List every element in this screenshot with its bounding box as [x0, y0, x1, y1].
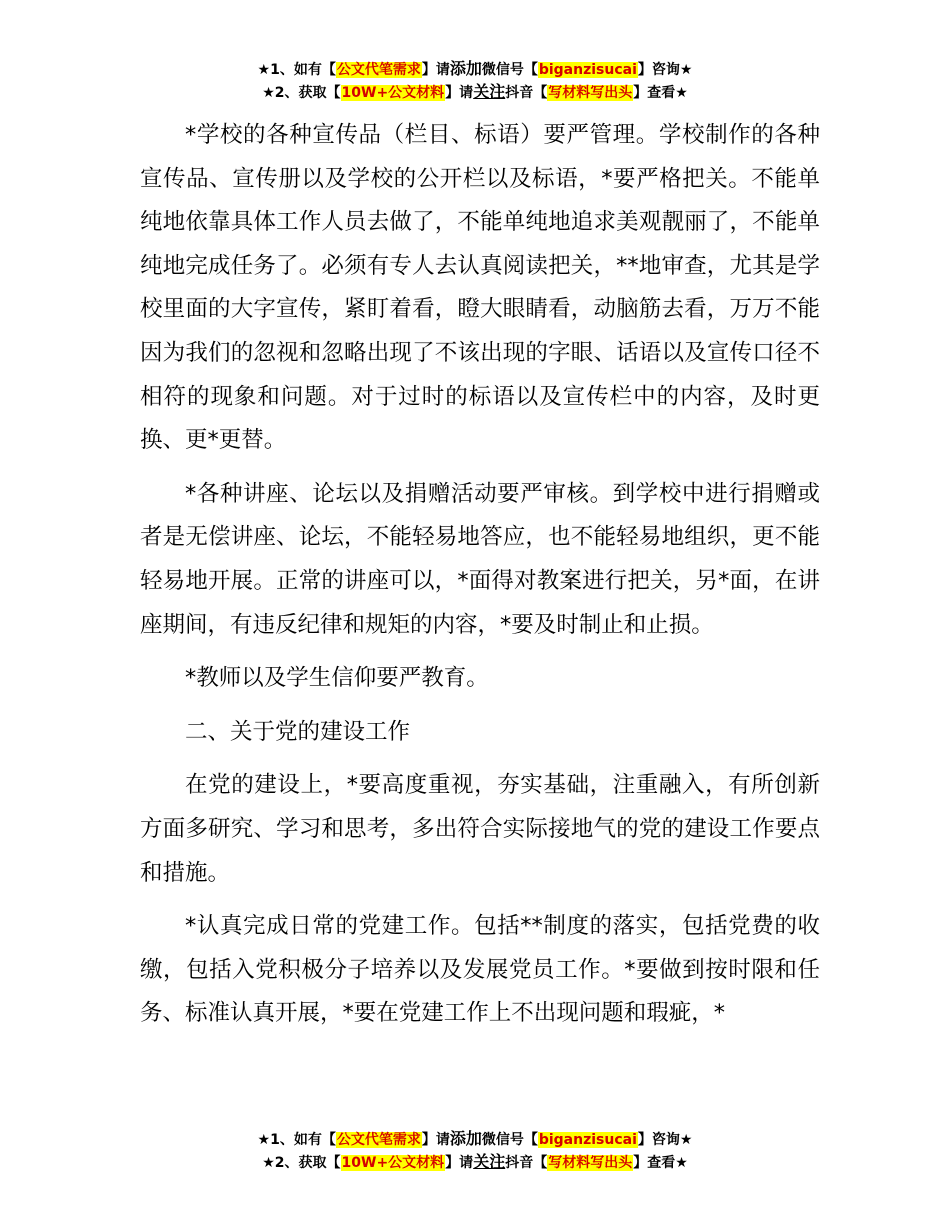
footer-banner	[0, 1128, 950, 1174]
banner-line-1	[0, 1128, 950, 1151]
banner-emphasis: 关注	[473, 82, 506, 101]
banner-text: 】查看★	[633, 85, 688, 101]
paragraph: 在党的建设上，*要高度重视，夯实基础，注重融入，有所创新方面多研究、学习和思考，多出符合实际接地气的党的建设工作要点和措施。	[140, 772, 820, 886]
banner-text: 】咨询★	[637, 62, 693, 78]
document-body	[140, 114, 820, 1046]
section-heading: 二、关于党的建设工作	[185, 718, 411, 745]
banner-text: 微信号【	[481, 62, 538, 78]
banner-highlight: 写材料写出头	[548, 85, 633, 101]
banner-text: 】请	[421, 1132, 450, 1148]
paragraph: *各种讲座、论坛以及捐赠活动要严审核。到学校中进行捐赠或者是无偿讲座、论坛，不能轻易地答应，也不能轻易地组织，更不能轻易地开展。正常的讲座可以，*面得对教案进行把关，另*面，在讲座期间，有违反纪律和规矩的内容，*要及时制止和止损。	[140, 480, 820, 638]
banner-text: 】请	[421, 62, 450, 78]
banner-text: 抖音【	[505, 1155, 548, 1171]
banner-highlight: 公文代笔需求	[336, 62, 421, 78]
banner-highlight: biganzisucai	[538, 1132, 637, 1148]
banner-text: 】请	[445, 85, 474, 101]
banner-highlight: 写材料写出头	[548, 1155, 633, 1171]
header-banner	[0, 58, 950, 104]
paragraph: *学校的各种宣传品（栏目、标语）要严管理。学校制作的各种宣传品、宣传册以及学校的公开栏以及标语，*要严格把关。不能单纯地依靠具体工作人员去做了，不能单纯地追求美观靓丽了，不能单纯地完成任务了。必须有专人去认真阅读把关，**地审查，尤其是学校里面的大字宣传，紧盯着看，瞪大眼睛看，动脑筋去看，万万不能因为我们的忽视和忽略出现了不该出现的字眼、话语以及宣传口径不相符的现象和问题。对于过时的标语以及宣传栏中的内容，及时更换、更*更替。	[140, 122, 820, 454]
banner-text: ★1、如有【	[257, 1132, 336, 1148]
banner-text: ★2、获取【	[262, 85, 341, 101]
banner-text: 】查看★	[633, 1155, 688, 1171]
banner-text: 抖音【	[505, 85, 548, 101]
paragraph: *认真完成日常的党建工作。包括**制度的落实，包括党费的收缴，包括入党积极分子培养以及发展党员工作。*要做到按时限和任务、标准认真开展，*要在党建工作上不出现问题和瑕疵，*	[140, 913, 820, 1027]
banner-text: 】咨询★	[637, 1132, 693, 1148]
banner-highlight: 10W+公文材料	[341, 1155, 445, 1171]
banner-highlight: biganzisucai	[538, 62, 637, 78]
banner-highlight: 公文代笔需求	[336, 1132, 421, 1148]
banner-text: 】请	[445, 1155, 474, 1171]
banner-text: ★1、如有【	[257, 62, 336, 78]
banner-text: ★2、获取【	[262, 1155, 341, 1171]
paragraph: *教师以及学生信仰要严教育。	[185, 665, 489, 692]
banner-emphasis: 添加	[449, 59, 482, 78]
banner-emphasis: 关注	[473, 1152, 506, 1171]
banner-highlight: 10W+公文材料	[341, 85, 445, 101]
banner-line-1	[0, 58, 950, 81]
banner-text: 微信号【	[481, 1132, 538, 1148]
banner-line-2	[0, 1151, 950, 1174]
banner-line-2	[0, 81, 950, 104]
banner-emphasis: 添加	[449, 1129, 482, 1148]
